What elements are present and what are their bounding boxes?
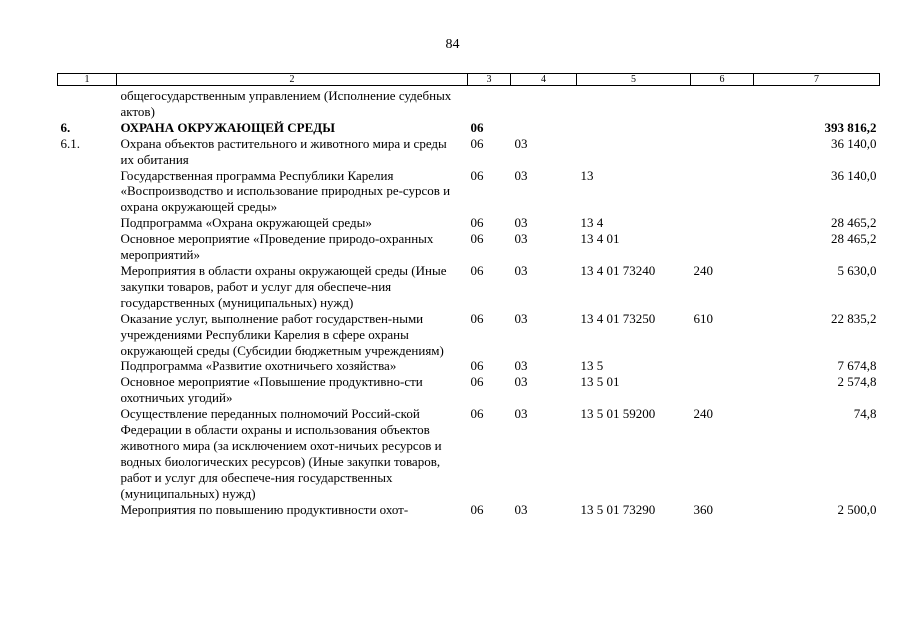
row-section: 06 (470, 119, 484, 135)
table-row (58, 406, 880, 501)
row-target-article: 13 5 01 73290 (580, 501, 656, 517)
row-section: 06 (470, 215, 484, 231)
table-row (58, 86, 880, 120)
row-target-article: 13 5 (580, 358, 604, 374)
row-number (58, 86, 117, 120)
row-amount: 74,8 (853, 406, 877, 422)
row-expense-type (691, 215, 754, 231)
table-row (58, 120, 880, 136)
row-expense-type: 240 (693, 406, 713, 422)
row-amount: 36 140,0 (831, 167, 877, 183)
row-name: Осуществление переданных полномочий Россий-ской Федерации в области охраны и использования объектов животного мира (за исключением охот-ничьих ресурсов и водных биологических ресурсов) (Иные закупки товаров, работ и услуг для обеспече-ния государственных (муниципальных) нужд) (120, 406, 442, 501)
table-row (58, 502, 880, 518)
row-target-article (577, 120, 691, 136)
header-col-3: 3 (468, 74, 511, 86)
row-name: ОХРАНА ОКРУЖАЮЩЕЙ СРЕДЫ (120, 119, 335, 135)
row-number (58, 168, 117, 216)
row-subsection: 03 (514, 358, 528, 374)
row-section: 06 (470, 501, 484, 517)
row-subsection (511, 120, 577, 136)
table-row (58, 231, 880, 263)
header-col-1: 1 (58, 74, 117, 86)
row-subsection: 03 (514, 501, 528, 517)
row-amount: 5 630,0 (837, 262, 877, 278)
row-name: Основное мероприятие «Проведение природо-охранных мероприятий» (120, 231, 434, 263)
row-number (58, 502, 117, 518)
row-amount (754, 86, 880, 120)
table-header (58, 74, 880, 86)
row-expense-type: 240 (693, 262, 713, 278)
row-target-article: 13 5 01 (580, 374, 620, 390)
row-number (58, 215, 117, 231)
row-amount: 2 574,8 (837, 374, 877, 390)
row-subsection: 03 (514, 135, 528, 151)
table-row (58, 215, 880, 231)
row-expense-type (691, 374, 754, 406)
row-target-article (577, 136, 691, 168)
budget-table (57, 73, 880, 517)
row-target-article: 13 5 01 59200 (580, 406, 656, 422)
row-number (58, 311, 117, 359)
row-section: 06 (470, 374, 484, 390)
table-row (58, 311, 880, 359)
row-name: Оказание услуг, выполнение работ государствен-ными учреждениями Республики Карелия в сфере охраны окружающей среды (Субсидии бюджетным учреждениям) (120, 310, 444, 358)
row-amount: 28 465,2 (831, 215, 877, 231)
row-target-article: 13 (580, 167, 594, 183)
row-section: 06 (470, 262, 484, 278)
table-row (58, 263, 880, 311)
row-section: 06 (470, 231, 484, 247)
row-subsection: 03 (514, 167, 528, 183)
row-name: Мероприятия по повышению продуктивности охот- (120, 501, 409, 517)
row-amount: 22 835,2 (831, 310, 877, 326)
header-col-6: 6 (691, 74, 754, 86)
row-target-article: 13 4 01 73250 (580, 310, 656, 326)
row-subsection: 03 (514, 215, 528, 231)
row-expense-type (691, 86, 754, 120)
row-subsection (511, 86, 577, 120)
row-name: Подпрограмма «Развитие охотничьего хозяйства» (120, 358, 397, 374)
row-section: 06 (470, 358, 484, 374)
row-name: Охрана объектов растительного и животного мира и среды их обитания (120, 135, 447, 167)
row-subsection: 03 (514, 231, 528, 247)
row-expense-type: 360 (693, 501, 713, 517)
row-subsection: 03 (514, 406, 528, 422)
row-expense-type: 610 (693, 310, 713, 326)
row-section: 06 (470, 167, 484, 183)
row-name: Мероприятия в области охраны окружающей среды (Иные закупки товаров, работ и услуг для обеспече-ния государственных (муниципальных) нужд) (120, 262, 447, 310)
row-expense-type (691, 120, 754, 136)
row-number (58, 374, 117, 406)
row-target-article: 13 4 (580, 215, 604, 231)
row-number: 6. (60, 119, 71, 135)
row-subsection: 03 (514, 374, 528, 390)
table-row (58, 358, 880, 374)
row-target-article (577, 86, 691, 120)
row-name: Подпрограмма «Охрана окружающей среды» (120, 215, 372, 231)
row-expense-type (691, 231, 754, 263)
table-row (58, 374, 880, 406)
row-amount: 36 140,0 (831, 135, 877, 151)
row-section: 06 (470, 310, 484, 326)
row-section: 06 (470, 135, 484, 151)
row-section (468, 86, 511, 120)
page-number: 84 (445, 37, 460, 52)
header-col-5: 5 (577, 74, 691, 86)
row-number (58, 263, 117, 311)
row-number (58, 231, 117, 263)
row-name: Государственная программа Республики Карелия «Воспроизводство и использование природных ре-сурсов и охрана окружающей среды» (120, 167, 451, 215)
row-subsection: 03 (514, 262, 528, 278)
row-number (58, 358, 117, 374)
row-amount: 28 465,2 (831, 231, 877, 247)
row-number (58, 406, 117, 501)
row-target-article: 13 4 01 73240 (580, 262, 656, 278)
table-row (58, 136, 880, 168)
row-name: Основное мероприятие «Повышение продуктивно-сти охотничьих угодий» (120, 374, 423, 406)
table-row (58, 168, 880, 216)
header-col-7: 7 (754, 74, 880, 86)
row-name: общегосударственным управлением (Исполнение судебных актов) (120, 88, 452, 119)
row-expense-type (691, 136, 754, 168)
header-col-2: 2 (117, 74, 468, 86)
row-target-article: 13 4 01 (580, 231, 620, 247)
row-section: 06 (470, 406, 484, 422)
row-subsection: 03 (514, 310, 528, 326)
row-amount: 2 500,0 (837, 501, 877, 517)
row-amount: 393 816,2 (824, 119, 877, 135)
table-body (58, 86, 880, 518)
row-amount: 7 674,8 (837, 358, 877, 374)
row-number: 6.1. (60, 135, 80, 151)
row-expense-type (691, 168, 754, 216)
header-col-4: 4 (511, 74, 577, 86)
row-expense-type (691, 358, 754, 374)
